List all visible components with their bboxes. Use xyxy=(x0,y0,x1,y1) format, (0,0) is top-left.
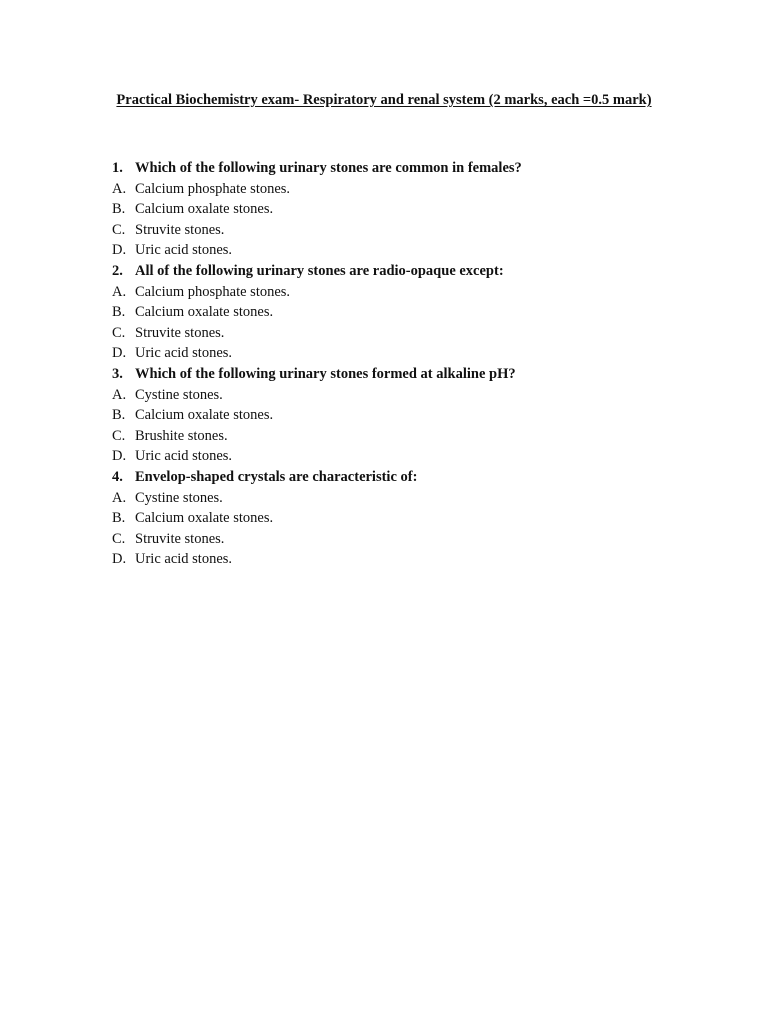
option-text: Struvite stones. xyxy=(135,530,225,547)
answer-option xyxy=(112,529,732,550)
answer-option xyxy=(112,488,732,509)
question-number: 1. xyxy=(112,160,123,176)
answer-option xyxy=(112,282,732,303)
option-letter: D. xyxy=(112,551,127,568)
option-letter: B. xyxy=(112,407,126,424)
question-4 xyxy=(112,467,732,488)
answer-option xyxy=(112,199,732,220)
question-list xyxy=(112,158,732,570)
option-text: Calcium phosphate stones. xyxy=(135,180,291,197)
option-letter: C. xyxy=(112,530,126,547)
answer-option xyxy=(112,343,732,364)
option-text: Cystine stones. xyxy=(135,489,223,506)
option-letter: A. xyxy=(112,180,127,197)
answer-option xyxy=(112,323,732,344)
option-text: Brushite stones. xyxy=(135,427,228,444)
answer-option xyxy=(112,405,732,426)
option-letter: B. xyxy=(112,201,126,218)
answer-option xyxy=(112,446,732,467)
option-text: Uric acid stones. xyxy=(135,345,233,362)
option-text: Calcium oxalate stones. xyxy=(135,407,274,424)
question-3 xyxy=(112,364,732,385)
question-text: Envelop-shaped crystals are characteristic of: xyxy=(135,468,418,485)
option-text: Struvite stones. xyxy=(135,324,225,341)
option-text: Calcium oxalate stones. xyxy=(135,510,274,527)
answer-option xyxy=(112,240,732,261)
question-number: 4. xyxy=(112,468,123,485)
question-number: 3. xyxy=(112,365,123,382)
option-letter: A. xyxy=(112,386,127,403)
option-letter: C. xyxy=(112,427,126,444)
option-text: Cystine stones. xyxy=(135,386,223,403)
option-text: Uric acid stones. xyxy=(135,551,233,568)
answer-option xyxy=(112,179,732,200)
option-text: Uric acid stones. xyxy=(135,448,233,465)
question-text: Which of the following urinary stones formed at alkaline pH? xyxy=(135,365,516,382)
answer-option xyxy=(112,220,732,241)
option-letter: A. xyxy=(112,489,127,506)
answer-option xyxy=(112,426,732,447)
answer-option xyxy=(112,302,732,323)
question-number: 2. xyxy=(112,262,123,279)
option-text: Calcium oxalate stones. xyxy=(135,201,274,218)
option-letter: B. xyxy=(112,304,126,321)
answer-option xyxy=(112,385,732,406)
answer-option xyxy=(112,508,732,529)
option-letter: C. xyxy=(112,221,126,238)
option-text: Calcium phosphate stones. xyxy=(135,283,291,300)
question-text: All of the following urinary stones are radio-opaque except: xyxy=(135,262,504,279)
question-2 xyxy=(112,261,732,282)
option-letter: D. xyxy=(112,448,127,465)
option-text: Uric acid stones. xyxy=(135,242,233,259)
option-text: Struvite stones. xyxy=(135,221,225,238)
option-letter: C. xyxy=(112,324,126,341)
option-letter: D. xyxy=(112,345,127,362)
option-letter: A. xyxy=(112,283,127,300)
question-1 xyxy=(112,158,732,179)
document-title: Practical Biochemistry exam- Respiratory and renal system (2 marks, each =0.5 mark) xyxy=(116,92,652,108)
option-letter: D. xyxy=(112,242,127,259)
question-text: Which of the following urinary stones are common in females? xyxy=(135,160,522,176)
answer-option xyxy=(112,549,732,570)
option-text: Calcium oxalate stones. xyxy=(135,304,274,321)
option-letter: B. xyxy=(112,510,126,527)
